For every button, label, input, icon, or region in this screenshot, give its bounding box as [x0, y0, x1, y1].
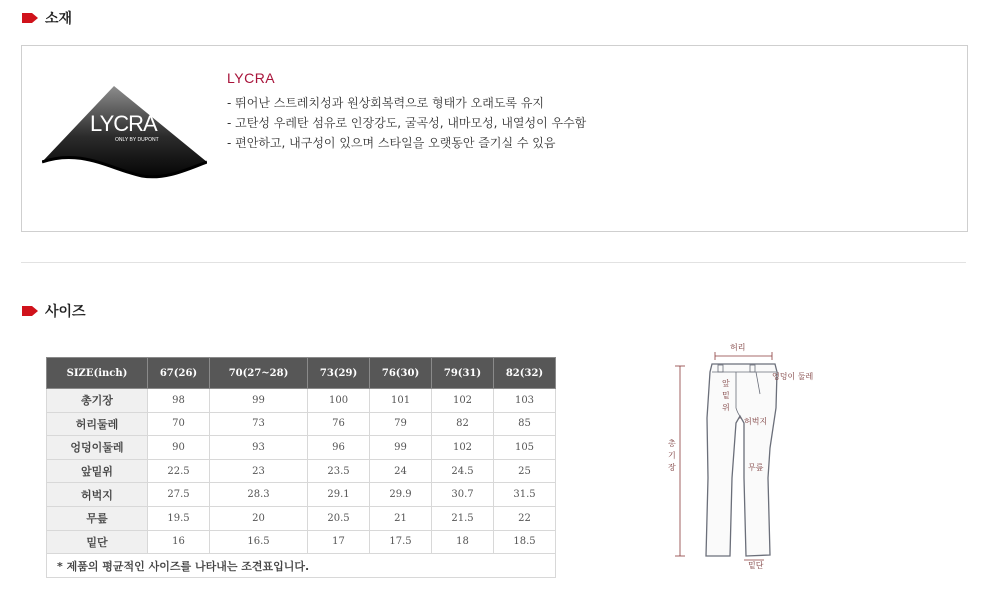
diagram-rise-label-3: 위: [722, 403, 730, 412]
diagram-rise-label-1: 앞: [722, 379, 730, 388]
pants-diagram: [660, 338, 835, 570]
table-cell: 98: [148, 389, 210, 413]
table-cell: 17: [308, 530, 370, 554]
table-cell: 23.5: [308, 459, 370, 483]
table-row: [47, 412, 556, 436]
table-cell: 29.1: [308, 483, 370, 507]
table-cell: 102: [432, 436, 494, 460]
column-header: SIZE(inch): [47, 358, 148, 389]
table-cell: 19.5: [148, 506, 210, 530]
row-label: 앞밑위: [47, 459, 148, 483]
table-row: [47, 530, 556, 554]
diagram-waist-label: 허리: [730, 343, 746, 352]
table-row: [47, 389, 556, 413]
table-cell: 79: [370, 412, 432, 436]
table-cell: 101: [370, 389, 432, 413]
size-section-title: [22, 301, 86, 321]
material-line-3: - 편안하고, 내구성이 있으며 스타일을 오랫동안 즐기실 수 있음: [227, 136, 556, 150]
diagram-length-label-1: 총: [668, 439, 676, 448]
table-cell: 16: [148, 530, 210, 554]
table-cell: 30.7: [432, 483, 494, 507]
row-label: 총기장: [47, 389, 148, 413]
table-cell: 22: [494, 506, 556, 530]
table-cell: 21: [370, 506, 432, 530]
diagram-hem-label: 밑단: [748, 561, 764, 570]
table-cell: 22.5: [148, 459, 210, 483]
diagram-knee-label: 무릎: [748, 463, 764, 472]
lycra-logo: [42, 84, 207, 182]
material-box: [21, 45, 968, 232]
column-header: 82(32): [494, 358, 556, 389]
table-cell: 18.5: [494, 530, 556, 554]
table-cell: 27.5: [148, 483, 210, 507]
diagram-length-label-3: 장: [668, 463, 676, 472]
table-cell: 17.5: [370, 530, 432, 554]
size-table: [46, 357, 556, 578]
table-cell: 24.5: [432, 459, 494, 483]
column-header: 70(27~28): [209, 358, 307, 389]
material-name: LYCRA: [227, 70, 276, 86]
table-cell: 103: [494, 389, 556, 413]
size-note: * 제품의 평균적인 사이즈를 나타내는 조견표입니다.: [47, 554, 556, 578]
table-cell: 16.5: [209, 530, 307, 554]
lycra-logo-subtext: ONLY BY DUPONT: [115, 137, 159, 143]
table-row: [47, 483, 556, 507]
table-cell: 100: [308, 389, 370, 413]
table-cell: 99: [370, 436, 432, 460]
table-cell: 70: [148, 412, 210, 436]
diagram-thigh-label: 허벅지: [744, 417, 768, 426]
table-cell: 28.3: [209, 483, 307, 507]
row-label: 엉덩이둘레: [47, 436, 148, 460]
table-cell: 102: [432, 389, 494, 413]
material-section-title: [22, 8, 72, 28]
material-line-1: - 뛰어난 스트레치성과 원상회복력으로 형태가 오래도록 유지: [227, 96, 545, 110]
row-label: 허벅지: [47, 483, 148, 507]
table-row: [47, 459, 556, 483]
table-cell: 23: [209, 459, 307, 483]
row-label: 허리둘레: [47, 412, 148, 436]
row-label: 밑단: [47, 530, 148, 554]
table-cell: 25: [494, 459, 556, 483]
table-cell: 99: [209, 389, 307, 413]
table-cell: 76: [308, 412, 370, 436]
diagram-length-label-2: 기: [668, 451, 676, 460]
table-cell: 82: [432, 412, 494, 436]
table-cell: 90: [148, 436, 210, 460]
table-cell: 29.9: [370, 483, 432, 507]
row-label: 무릎: [47, 506, 148, 530]
table-row: [47, 506, 556, 530]
flag-icon: [22, 306, 38, 316]
material-line-2: - 고탄성 우레탄 섬유로 인장강도, 굴곡성, 내마모성, 내열성이 우수함: [227, 116, 587, 130]
lycra-logo-text: LYCRA: [90, 111, 157, 136]
column-header: 73(29): [308, 358, 370, 389]
table-cell: 73: [209, 412, 307, 436]
column-header: 79(31): [432, 358, 494, 389]
table-cell: 18: [432, 530, 494, 554]
table-cell: 105: [494, 436, 556, 460]
diagram-rise-label-2: 밑: [722, 391, 730, 400]
flag-icon: [22, 13, 38, 23]
diagram-hip-label: 엉덩이 둘레: [772, 372, 814, 381]
material-heading: 소재: [45, 11, 73, 27]
section-divider: [21, 262, 966, 263]
table-cell: 85: [494, 412, 556, 436]
size-heading: 사이즈: [45, 304, 86, 320]
table-cell: 93: [209, 436, 307, 460]
table-cell: 20.5: [308, 506, 370, 530]
table-row: [47, 436, 556, 460]
table-note-row: [47, 554, 556, 578]
column-header: 67(26): [148, 358, 210, 389]
column-header: 76(30): [370, 358, 432, 389]
size-table-header: [47, 358, 556, 389]
table-cell: 21.5: [432, 506, 494, 530]
table-cell: 96: [308, 436, 370, 460]
table-cell: 20: [209, 506, 307, 530]
table-cell: 31.5: [494, 483, 556, 507]
material-description: [227, 93, 586, 153]
table-cell: 24: [370, 459, 432, 483]
